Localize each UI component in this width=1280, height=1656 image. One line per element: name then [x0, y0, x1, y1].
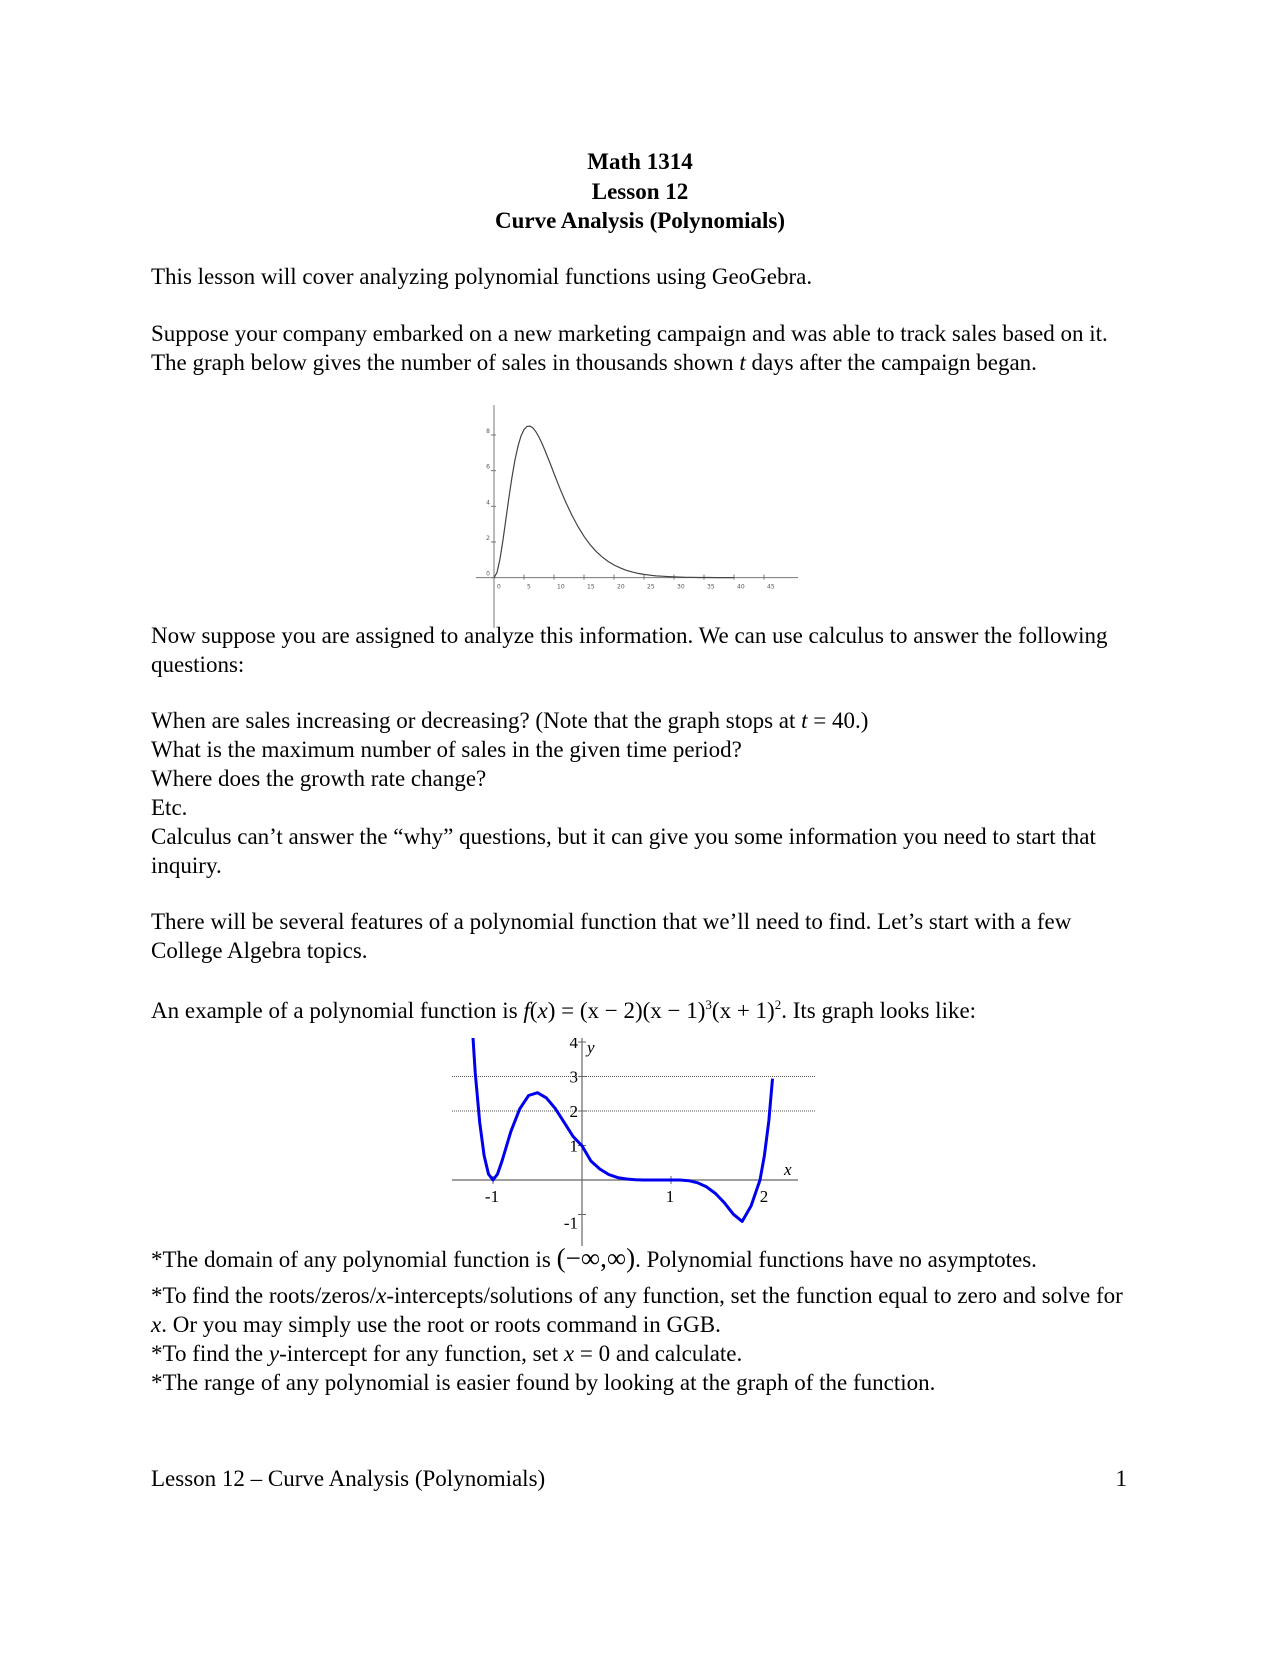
notes-list: [151, 1244, 1126, 1397]
y-tick-label: 1: [569, 1136, 578, 1156]
x-tick-label: 5: [527, 583, 531, 591]
calculus-why-note: Calculus can’t answer the “why” questions, but it can give you some information you need to start that inquiry.: [151, 824, 1096, 878]
lesson-topic: Curve Analysis (Polynomials): [494, 208, 786, 233]
course-title: Math 1314: [587, 149, 693, 174]
polynomial-curve: [473, 1038, 773, 1221]
analyze-paragraph: Now suppose you are assigned to analyze this information. We can use calculus to answer the following questions:: [151, 623, 1108, 677]
x-tick-label: 40: [737, 583, 745, 591]
x-tick-label: 10: [557, 583, 565, 591]
x-tick-label: 1: [665, 1187, 675, 1206]
question-increasing: When are sales increasing or decreasing? (Note that the graph stops at t = 40.): [151, 708, 869, 733]
y-tick-label: 0: [486, 570, 490, 578]
sales-chart: [476, 405, 798, 628]
features-paragraph: There will be several features of a polynomial function that we’ll need to find. Let’s start with a few College Algebra topics.: [151, 909, 1072, 963]
note-domain: *The domain of any polynomial function is (−∞,∞). Polynomial functions have no asymptotes.: [151, 1243, 1037, 1273]
y-tick-label: 3: [569, 1067, 578, 1087]
x-tick-label: 35: [707, 583, 715, 591]
y-tick-label: 4: [486, 499, 490, 507]
x-tick-label: 15: [587, 583, 595, 591]
x-tick-label: 20: [617, 583, 625, 591]
example-paragraph: An example of a polynomial function is $f(x) = (x - 2)(x - 1)^3(x + 1)^2$. Its graph looks like:: [151, 997, 977, 1023]
question-maximum: What is the maximum number of sales in the given time period?: [151, 737, 742, 762]
x-axis-label: x: [784, 1160, 792, 1179]
x-tick-label: 2: [759, 1187, 769, 1206]
note-roots: *To find the roots/zeros/x-intercepts/solutions of any function, set the function equal to zero and solve for x. Or you may simply use the root or roots command in GGB.: [151, 1283, 1123, 1337]
y-tick-label: 2: [486, 534, 490, 542]
footer-title: Lesson 12 – Curve Analysis (Polynomials): [151, 1466, 546, 1491]
y-tick-label: 4: [569, 1038, 578, 1052]
lesson-header: [0, 147, 1280, 236]
variable-t: t: [739, 350, 746, 375]
y-tick-label: 6: [486, 463, 490, 471]
y-tick-label: -1: [563, 1213, 578, 1233]
note-range: *The range of any polynomial is easier found by looking at the graph of the function.: [151, 1370, 936, 1395]
x-tick-label: 30: [677, 583, 685, 591]
questions-list: [151, 706, 1126, 880]
x-tick-label: 45: [767, 583, 775, 591]
page-number: 1: [1115, 1466, 1127, 1491]
y-axis-label: y: [587, 1038, 595, 1057]
x-tick-label: 0: [497, 583, 501, 591]
note-y-intercept: *To find the y-intercept for any function, set x = 0 and calculate.: [151, 1341, 743, 1366]
y-tick-label: 8: [486, 427, 490, 435]
x-tick-label: -1: [484, 1187, 500, 1206]
x-tick-label: 25: [647, 583, 655, 591]
sales-curve: [494, 426, 734, 577]
example-equation: $f(x) = (x - 2)(x - 1)^3(x + 1)^2$: [523, 997, 782, 1023]
intro-paragraph: This lesson will cover analyzing polynomial functions using GeoGebra.: [151, 264, 813, 289]
y-tick-label: 2: [569, 1102, 578, 1121]
question-growth-rate: Where does the growth rate change?: [151, 766, 487, 791]
polynomial-graph: [452, 1038, 826, 1256]
question-etc: Etc.: [151, 795, 188, 820]
lesson-number: Lesson 12: [591, 178, 689, 204]
scenario-paragraph: Suppose your company embarked on a new marketing campaign and was able to track sales based on it. The graph below gives the number of sales in thousands shown t days after the campaign began.: [151, 321, 1108, 375]
